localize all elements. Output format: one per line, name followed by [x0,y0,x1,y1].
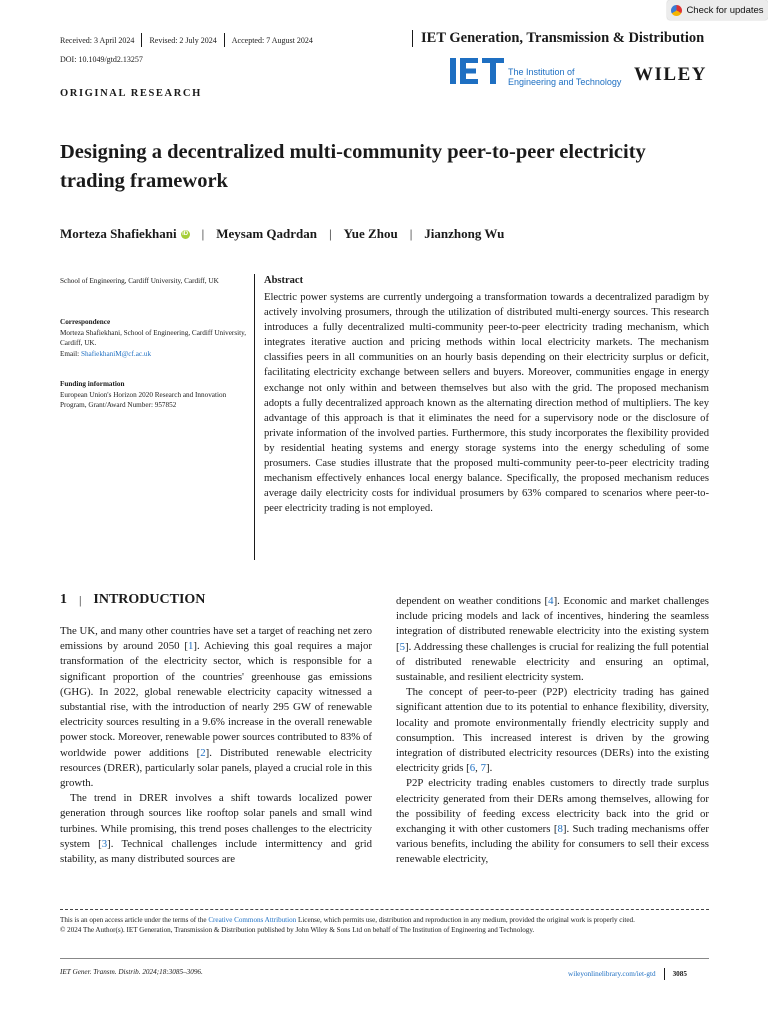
author-separator: | [409,226,413,241]
author-name[interactable]: Jianzhong Wu [424,226,505,241]
journal-citation: IET Gener. Transm. Distrib. 2024;18:3085–3096. [60,968,203,976]
citation-link[interactable]: 7 [480,762,486,775]
iet-name [508,67,621,87]
license-line [60,915,709,925]
author-separator: | [201,226,205,241]
citation-link[interactable]: 6 [469,762,476,775]
citation-link[interactable]: 1 [187,640,194,653]
body-column-right [396,594,709,868]
license-link[interactable]: Creative Commons Attribution [208,916,297,924]
wiley-logo: WILEY [634,64,707,85]
iet-name-line2: Engineering and Technology [508,77,622,87]
citation-link[interactable]: 2 [200,746,206,759]
accepted-date: Accepted: 7 August 2024 [231,35,313,45]
author-name[interactable]: Meysam Qadrdan [216,226,317,241]
author-separator: | [329,226,332,241]
orcid-icon[interactable]: iD [182,230,189,237]
paragraph: The concept of peer-to-peer (P2P) electricity trading has gained significant attention due to its potential to enhance flexibility, diversity, locality and promote environmentally friendly electricity supply and consumption. This increased interest is driven by the growing integration of distributed electricity resources (DERs) into the existing electricity grids [6, 7]. [396,686,709,775]
journal-title: IET Generation, Transmission & Distribution [412,30,704,47]
article-title: Designing a decentralized multi-community peer-to-peer electricity trading framework [60,141,646,192]
author-name[interactable]: Yue Zhou [343,226,398,241]
copyright-line: © 2024 The Author(s). IET Generation, Transmission & Distribution published by John Wiley & Sons Ltd on behalf of The Institution of Engineering and Technology. [60,926,535,934]
section-title: INTRODUCTION [93,592,206,607]
citation-link[interactable]: 8 [557,823,563,836]
correspondence-block [60,317,252,359]
received-date: Received: 3 April 2024 [60,35,135,45]
abstract-heading: Abstract [264,275,304,286]
crossmark-icon [671,5,682,16]
citation-link[interactable]: 4 [548,595,554,607]
doi[interactable]: DOI: 10.1049/gtd2.13257 [60,55,143,64]
paragraph: P2P electricity trading enables customers to directly trade surplus electricity generated from their DERs among themselves, allowing for the possibility of feeding excess electricity back into the grid or exchanging it with other customers [8]. Such trading mechanisms offer various benefits, including the ability for consumers to sell their excess renewable electricity, [396,777,709,866]
affiliation: School of Engineering, Cardiff University, Cardiff, UK [60,277,219,285]
iet-logo-icon [450,58,504,84]
section-number: 1 [60,592,67,607]
footer-divider [60,909,709,910]
license-note [60,915,709,935]
email-link[interactable]: ShafiekhaniM@cf.ac.uk [80,349,152,358]
funding-heading: Funding information [60,380,125,388]
divider [224,33,225,47]
license-post: License, which permits use, distribution and reproduction in any medium, provided the original work is properly cited. [296,916,635,924]
check-for-updates-button[interactable] [667,0,768,20]
funding-block [60,379,252,411]
license-pre: This is an open access article under the terms of the [60,916,209,924]
footer-rule [60,958,709,959]
author-name[interactable]: Morteza Shafiekhani [60,226,177,241]
page-number: 3085 [672,970,687,978]
funding-text: European Union's Horizon 2020 Research and Innovation Program, Grant/Award Number: 957852 [60,390,227,409]
abstract-text: Electric power systems are currently undergoing a transformation towards a decentralized paradigm by actively involving prosumers, through the utilization of distributed multi-energy sources. This research introduces a fully decentralized multi-community peer-to-peer electricity trading mechanism, which integrates iterative auction and pricing methods within local electricity markets. The mechanism classifies peers in all communities on an hourly basis depending on their electricity surplus or deficit, facilitating electricity exchange between sellers and buyers. Moreover, communities engage in energy exchange not only within and between themselves but also with the grid. The proposed mechanism adopts a fully decentralized approach known as the alternating direction method of multipliers. The key advantage of this approach is that it eliminates the need for a supervisory node or the disclosure of private information of the involved parties. Furthermore, this study incorporates the flexibility provided by residential heating systems and energy storage systems into the energy scheduling of some prosumers. Case studies illustrate that the proposed multi-community peer-to-peer electricity trading mechanism effectively enhances local energy balance. Specifically, the proposed mechanism reduces average daily electricity costs for individual prosumers by 63% compared to scenarios where peer-to-peer electricity trading is not employed. [264,292,709,515]
abstract-rule [254,274,255,560]
publication-dates [60,33,313,47]
paragraph: dependent on weather conditions [4]. Economic and market challenges include pricing models and lack of incentives, hindering the seamless integration of distributed renewable electricity into the existing system [5]. Addressing these challenges is crucial for realizing the full potential of distributed renewable electricity and ensuring an optimal, sustainable, and resilient electricity system. [396,595,709,684]
paragraph: The UK, and many other countries have set a target of reaching net zero emissions by around 2050 [1]. Achieving this goal requires a major transformation of the electricity sector, which is responsible for a significant proportion of the countries' greenhouse gas emissions (GHG). In 2022, global renewable electricity capacity witnessed a substantial rise, with the introduction of nearly 295 GW of renewable electricity sources resulting in a 9.6% increase in the overall renewable power stock. Moreover, renewable power sources contributed to 83% of worldwide power additions [2]. Distributed renewable electricity resources (DRER), particularly solar panels, played a crucial role in this growth. [60,625,373,790]
correspondence-heading: Correspondence [60,318,111,326]
citation-link[interactable]: 5 [399,640,406,653]
check-for-updates-label: Check for updates [686,4,764,16]
paragraph: The trend in DRER involves a shift towards localized power generation through sources like rooftop solar panels and small wind turbines. While promising, this trend poses challenges to the electricity system [3]. Technical challenges include intermittency and grid stability, as many distributed sources are [60,792,372,866]
email-label: Email: [60,349,80,358]
article-type-label: ORIGINAL RESEARCH [60,88,202,99]
journal-url-link[interactable]: wileyonlinelibrary.com/iet-gtd [568,970,656,978]
body-column-left [60,624,372,867]
footer-right [568,968,687,980]
correspondence-text: Morteza Shafiekhani, School of Engineering, Cardiff University, Cardiff, UK. [60,328,247,347]
email-line [60,349,252,360]
citation-link[interactable]: 3 [101,837,108,850]
author-list [60,226,504,242]
revised-date: Revised: 2 July 2024 [149,35,217,45]
section-separator: | [79,592,82,607]
iet-name-line1: The Institution of [508,67,575,77]
divider [664,968,665,980]
section-heading [60,592,205,608]
divider [141,33,142,47]
